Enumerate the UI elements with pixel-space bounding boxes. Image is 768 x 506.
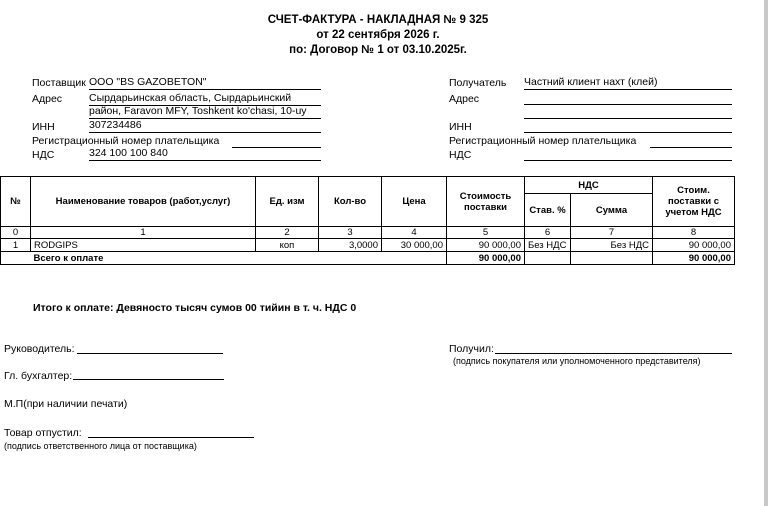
col-header-vat-group: НДС (525, 177, 653, 194)
col-number-7: 7 (571, 227, 653, 239)
total-row-cost: 90 000,00 (447, 252, 525, 265)
supplier-name: ООО "BS GAZOBETON" (89, 76, 321, 90)
released-note: (подпись ответственного лица от поставщика) (4, 441, 197, 451)
accountant-signature-line (73, 379, 224, 380)
col-header-no: № (1, 177, 31, 227)
invoice-date: от 22 сентября 2026 г. (316, 29, 440, 41)
col-header-vat-rate: Став. % (525, 194, 571, 227)
buyer-vat-label: НДС (449, 149, 472, 161)
supplier-reg-label: Регистрационный номер плательщика (32, 135, 220, 147)
col-number-2: 2 (256, 227, 319, 239)
col-number-8: 8 (653, 227, 735, 239)
buyer-reg-label: Регистрационный номер плательщика (449, 135, 637, 147)
col-number-0: 0 (1, 227, 31, 239)
buyer-inn-label: ИНН (449, 121, 472, 133)
row-unit: коп (256, 239, 319, 252)
director-signature-line (77, 353, 223, 354)
row-vat-sum: Без НДС (571, 239, 653, 252)
row-qty: 3,0000 (319, 239, 382, 252)
total-row-label: Всего к оплате (31, 252, 447, 265)
invoice-contract: по: Договор № 1 от 03.10.2025г. (289, 44, 467, 56)
supplier-vat-label: НДС (32, 149, 55, 161)
invoice-table (0, 176, 735, 265)
supplier-inn: 307234486 (89, 119, 321, 133)
col-header-cost: Стоимость поставки (447, 177, 525, 227)
accountant-label: Гл. бухгалтер: (4, 370, 73, 382)
supplier-address: Сырдарьинская область, Сырдарьинский район, Faravon MFY, Toshkent ko'chasi, 10-uy (89, 92, 307, 117)
invoice-title: СЧЕТ-ФАКТУРА - НАКЛАДНАЯ № 9 325 (267, 14, 489, 26)
stamp-label: М.П(при наличии печати) (4, 398, 128, 410)
row-price: 30 000,00 (382, 239, 447, 252)
released-signature-line (88, 437, 254, 438)
row-cost: 90 000,00 (447, 239, 525, 252)
received-label: Получил: (449, 343, 494, 355)
buyer-name: Частний клиент нахт (клей) (524, 76, 732, 90)
amount-in-words: Итого к оплате: Девяносто тысяч сумов 00 тийин в т. ч. НДС 0 (33, 302, 357, 314)
released-label: Товар отпустил: (4, 427, 82, 439)
col-number-1: 1 (31, 227, 256, 239)
col-header-price: Цена (382, 177, 447, 227)
row-name: RODGIPS (31, 239, 256, 252)
supplier-vat: 324 100 100 840 (89, 147, 321, 161)
buyer-address-underline-1 (524, 104, 732, 105)
col-number-3: 3 (319, 227, 382, 239)
col-header-total-with-vat: Стоим. поставки с учетом НДС (653, 177, 735, 227)
buyer-address-label: Адрес (449, 93, 480, 105)
director-label: Руководитель: (4, 343, 75, 355)
total-row-total: 90 000,00 (653, 252, 735, 265)
supplier-inn-label: ИНН (32, 121, 55, 133)
col-header-unit: Ед. изм (256, 177, 319, 227)
buyer-inn-underline (524, 132, 732, 133)
buyer-address-underline-2 (524, 118, 732, 119)
table-row (1, 239, 735, 252)
received-note: (подпись покупателя или уполномоченного представителя) (453, 356, 701, 366)
col-header-name: Наименование товаров (работ,услуг) (31, 177, 256, 227)
col-number-4: 4 (382, 227, 447, 239)
col-header-qty: Кол-во (319, 177, 382, 227)
total-row (1, 252, 735, 265)
supplier-address-label: Адрес (32, 93, 63, 105)
total-row-vat-rate (525, 252, 571, 265)
window-edge (764, 0, 768, 506)
buyer-label: Получатель (449, 77, 507, 89)
col-number-6: 6 (525, 227, 571, 239)
total-row-spacer (1, 252, 31, 265)
buyer-reg-underline (650, 147, 732, 148)
buyer-vat-underline (524, 160, 732, 161)
total-row-vat-sum (571, 252, 653, 265)
row-vat-rate: Без НДС (525, 239, 571, 252)
row-no: 1 (1, 239, 31, 252)
col-number-5: 5 (447, 227, 525, 239)
col-header-vat-sum: Сумма (571, 194, 653, 227)
row-total: 90 000,00 (653, 239, 735, 252)
supplier-label: Поставщик (32, 77, 86, 89)
supplier-address-underline-1 (89, 105, 321, 106)
received-signature-line (495, 353, 732, 354)
